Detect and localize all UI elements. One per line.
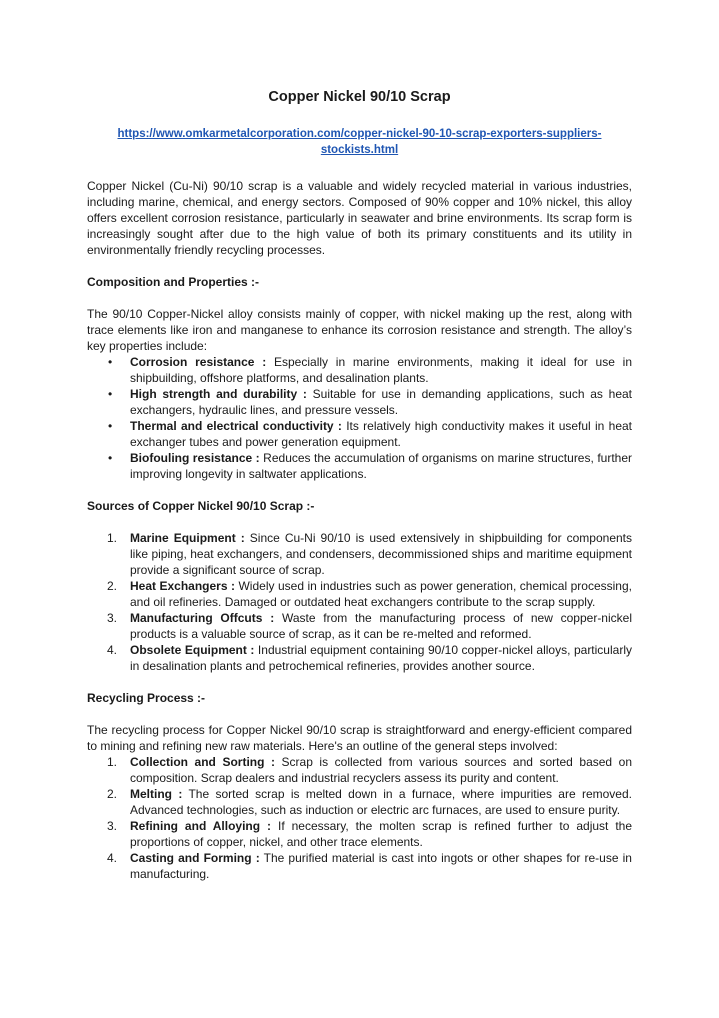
item-text: Scrap is collected from various sources and sorted based on composition. Scrap dealers and industrial recyclers assess its purity and content.: [130, 755, 632, 785]
item-term: Heat Exchangers :: [130, 579, 235, 593]
list-item: [87, 850, 632, 882]
properties-list: [87, 354, 632, 482]
list-item: [87, 818, 632, 850]
list-item: [87, 642, 632, 674]
source-link[interactable]: https://www.omkarmetalcorporation.com/copper-nickel-90-10-scrap-exporters-suppliers-stockists.html: [117, 128, 602, 156]
composition-heading: Composition and Properties :-: [87, 275, 260, 289]
list-item: [87, 754, 632, 786]
list-item: [87, 450, 632, 482]
list-item: [87, 786, 632, 818]
item-number: 3.: [107, 819, 118, 833]
item-text: Widely used in industries such as power generation, chemical processing, and oil refineries. Damaged or outdated heat exchangers contribute to the scrap supply.: [130, 579, 632, 609]
item-number: 4.: [107, 851, 118, 865]
item-number: 4.: [107, 643, 118, 657]
item-number: 1.: [107, 755, 118, 769]
page-title: Copper Nickel 90/10 Scrap: [268, 89, 451, 105]
list-item: [87, 610, 632, 642]
item-term: Refining and Alloying :: [130, 819, 272, 833]
intro-paragraph: Copper Nickel (Cu-Ni) 90/10 scrap is a valuable and widely recycled material in various industries, including marine, chemical, and energy sectors. Composed of 90% copper and 10% nickel, this alloy offers excellent corrosion resistance, particularly in seawater and brine environments. Its scrap form is increasingly sought after due to the high value of both its primary constituents and its utility in environmentally friendly recycling processes.: [87, 179, 632, 257]
recycling-paragraph: The recycling process for Copper Nickel 90/10 scrap is straightforward and energy-efficient compared to mining and refining new raw materials. Here's an outline of the general steps involved:: [87, 723, 632, 753]
item-number: 1.: [107, 531, 118, 545]
item-term: Marine Equipment :: [130, 531, 245, 545]
item-text: Its relatively high conductivity makes it useful in heat exchanger tubes and power generation equipment.: [130, 419, 633, 449]
list-item: [87, 530, 632, 578]
item-text: The purified material is cast into ingots or other shapes for re-use in manufacturing.: [130, 851, 632, 881]
item-number: 2.: [107, 579, 118, 593]
item-term: Thermal and electrical conductivity :: [130, 419, 342, 433]
item-text: Waste from the manufacturing process of new copper-nickel products is a valuable source of scrap, as it can be re-melted and reformed.: [130, 611, 632, 641]
item-text: Reduces the accumulation of organisms on marine structures, further improving longevity in saltwater applications.: [130, 451, 632, 481]
list-item: [87, 354, 632, 386]
list-item: [87, 578, 632, 610]
item-number: 3.: [107, 611, 118, 625]
item-text: Especially in marine environments, making it ideal for use in shipbuilding, offshore platforms, and desalination plants.: [130, 355, 632, 385]
item-term: High strength and durability :: [130, 387, 307, 401]
recycling-heading: Recycling Process :-: [87, 691, 206, 705]
item-term: Corrosion resistance :: [130, 355, 267, 369]
sources-heading: Sources of Copper Nickel 90/10 Scrap :-: [87, 499, 315, 513]
item-text: Since Cu-Ni 90/10 is used extensively in shipbuilding for components like piping, heat exchangers, and condensers, decommissioned ships and maritime equipment provide a significant source of scrap.: [130, 531, 632, 577]
item-text: If necessary, the molten scrap is refined further to adjust the proportions of copper, nickel, and other trace elements.: [130, 819, 632, 849]
item-text: Industrial equipment containing 90/10 copper-nickel alloys, particularly in desalination plants and petrochemical refineries, provides another source.: [130, 643, 632, 673]
sources-list: [87, 530, 632, 674]
item-term: Manufacturing Offcuts :: [130, 611, 275, 625]
list-item: [87, 386, 632, 418]
item-text: Suitable for use in demanding applications, such as heat exchangers, hydraulic lines, and pressure vessels.: [130, 387, 632, 417]
recycling-steps-list: [87, 754, 632, 882]
item-term: Collection and Sorting :: [130, 755, 275, 769]
item-term: Melting :: [130, 787, 183, 801]
item-term: Obsolete Equipment :: [130, 643, 255, 657]
item-text: The sorted scrap is melted down in a furnace, where impurities are removed. Advanced technologies, such as induction or electric arc furnaces, are used to ensure purity.: [130, 787, 632, 817]
item-term: Casting and Forming :: [130, 851, 260, 865]
composition-paragraph: The 90/10 Copper-Nickel alloy consists mainly of copper, with nickel making up the rest, along with trace elements like iron and manganese to enhance its corrosion resistance and strength. The alloy’s key properties include:: [87, 307, 632, 353]
item-number: 2.: [107, 787, 118, 801]
list-item: [87, 418, 632, 450]
item-term: Biofouling resistance :: [130, 451, 260, 465]
